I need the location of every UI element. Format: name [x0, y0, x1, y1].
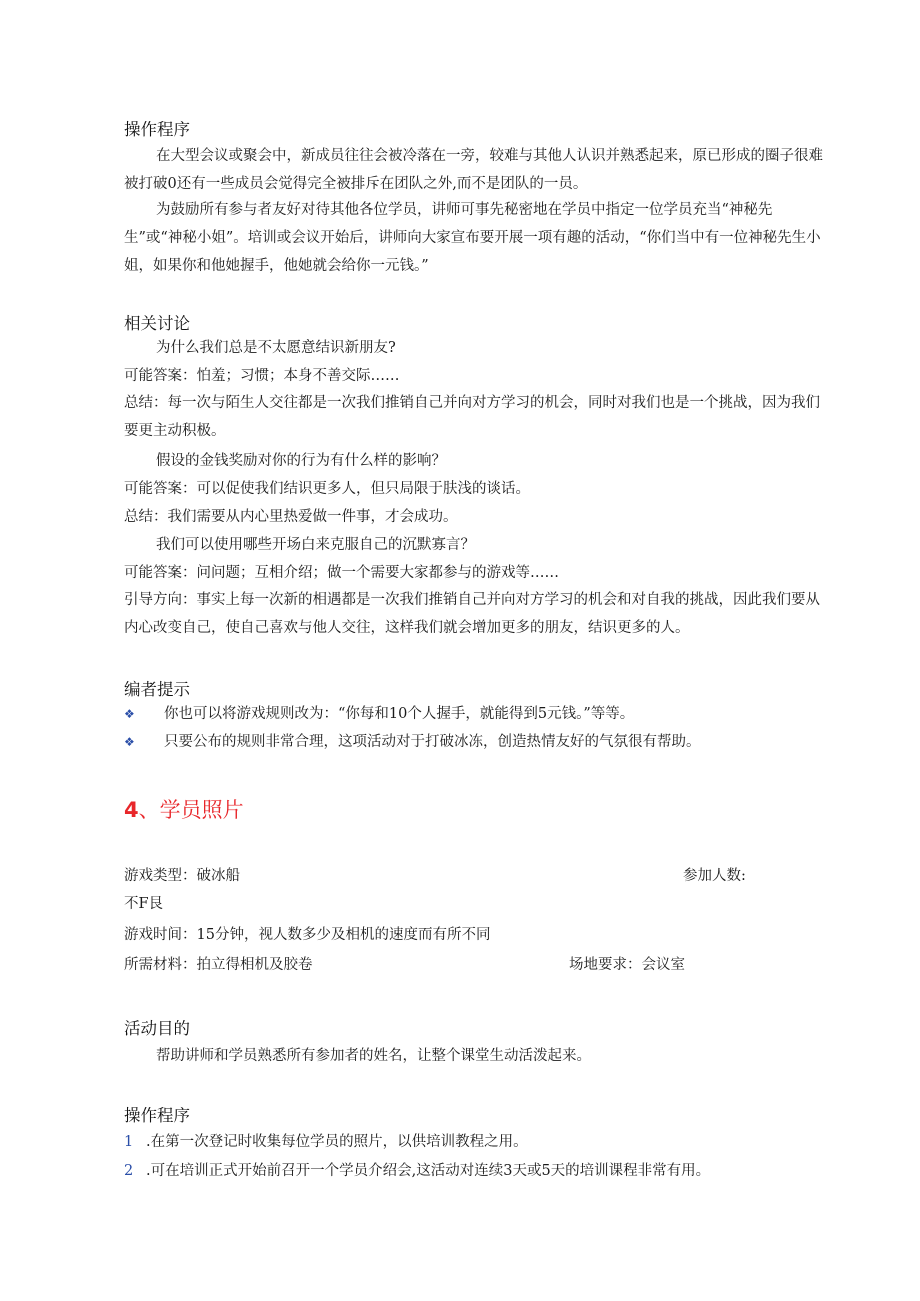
venue: 场地要求：会议室 [569, 957, 685, 973]
step-2: 2 .可在培训正式开始前召开一个学员介绍会,这活动对连续3天或5天的培训课程非常有用。 [124, 1163, 711, 1179]
materials: 所需材料：拍立得相机及胶卷 [124, 957, 313, 973]
answer-1: 可能答案：怕羞；习惯；本身不善交际…… [124, 368, 400, 384]
paragraph-mystery: 为鼓励所有参与者友好对待其他各位学员，讲师可事先秘密地在学员中指定一位学员充当“神秘先生”或“神秘小姐”。培训或会议开始后，讲师向大家宣布要开展一项有趣的活动，“你们当中有一位神秘先生小姐，如果你和他她握手，他她就会给你一元钱。” [124, 202, 821, 274]
section-title-photos: 4、学员照片 [124, 798, 244, 822]
answer-2: 可能答案：可以促使我们结识更多人，但只局限于肤浅的谈话。 [124, 481, 530, 497]
diamond-bullet-icon: ❖ [124, 735, 135, 749]
step-number: 2 [124, 1163, 134, 1179]
heading-procedure: 操作程序 [124, 120, 190, 139]
question-2: 假设的金钱奖励对你的行为有什么样的影响？ [156, 453, 446, 469]
diamond-bullet-icon: ❖ [124, 707, 135, 721]
tip-item-2: ❖ 只要公布的规则非常合理，这项活动对于打破冰冻，创造热情友好的气氛很有帮助。 [124, 734, 701, 750]
step-1: 1 .在第一次登记时收集每位学员的照片，以供培训教程之用。 [124, 1134, 528, 1150]
game-time: 游戏时间：15分钟，视人数多少及相机的速度而有所不同 [124, 927, 491, 943]
participants-value: 不F艮 [124, 896, 164, 912]
summary-1: 总结：每一次与陌生人交往都是一次我们推销自己并向对方学习的机会，同时对我们也是一个挑战，因为我们要更主动积极。 [124, 395, 820, 439]
heading-purpose: 活动目的 [124, 1019, 190, 1038]
step-number: 1 [124, 1134, 134, 1150]
heading-procedure-2: 操作程序 [124, 1106, 190, 1125]
participants-label: 参加人数: [683, 868, 746, 884]
summary-2: 总结：我们需要从内心里热爱做一件事，才会成功。 [124, 509, 458, 525]
paragraph-intro: 在大型会议或聚会中，新成员往往会被冷落在一旁，较难与其他人认识并熟悉起来，原已形成的圈子很难被打破0还有一些成员会觉得完全被排斥在团队之外,而不是团队的一员。 [124, 148, 823, 192]
heading-discussion: 相关讨论 [124, 314, 190, 333]
question-1: 为什么我们总是不太愿意结识新朋友? [156, 340, 396, 356]
question-3: 我们可以使用哪些开场白来克服自己的沉默寡言？ [156, 537, 475, 553]
heading-editor-tips: 编者提示 [124, 680, 190, 699]
guidance: 引导方向：事实上每一次新的相遇都是一次我们推销自己并向对方学习的机会和对自我的挑战，因此我们要从内心改变自己，使自己喜欢与他人交往，这样我们就会增加更多的朋友，结识更多的人。 [124, 592, 820, 636]
tip-item-1: ❖ 你也可以将游戏规则改为：“你每和10个人握手，就能得到5元钱。”等等。 [124, 706, 635, 722]
game-type: 游戏类型：破冰船 [124, 868, 240, 884]
answer-3: 可能答案：问问题；互相介绍；做一个需要大家都参与的游戏等…… [124, 565, 559, 581]
purpose-text: 帮助讲师和学员熟悉所有参加者的姓名，让整个课堂生动活泼起来。 [156, 1048, 591, 1064]
section-number: 4 [124, 798, 139, 822]
